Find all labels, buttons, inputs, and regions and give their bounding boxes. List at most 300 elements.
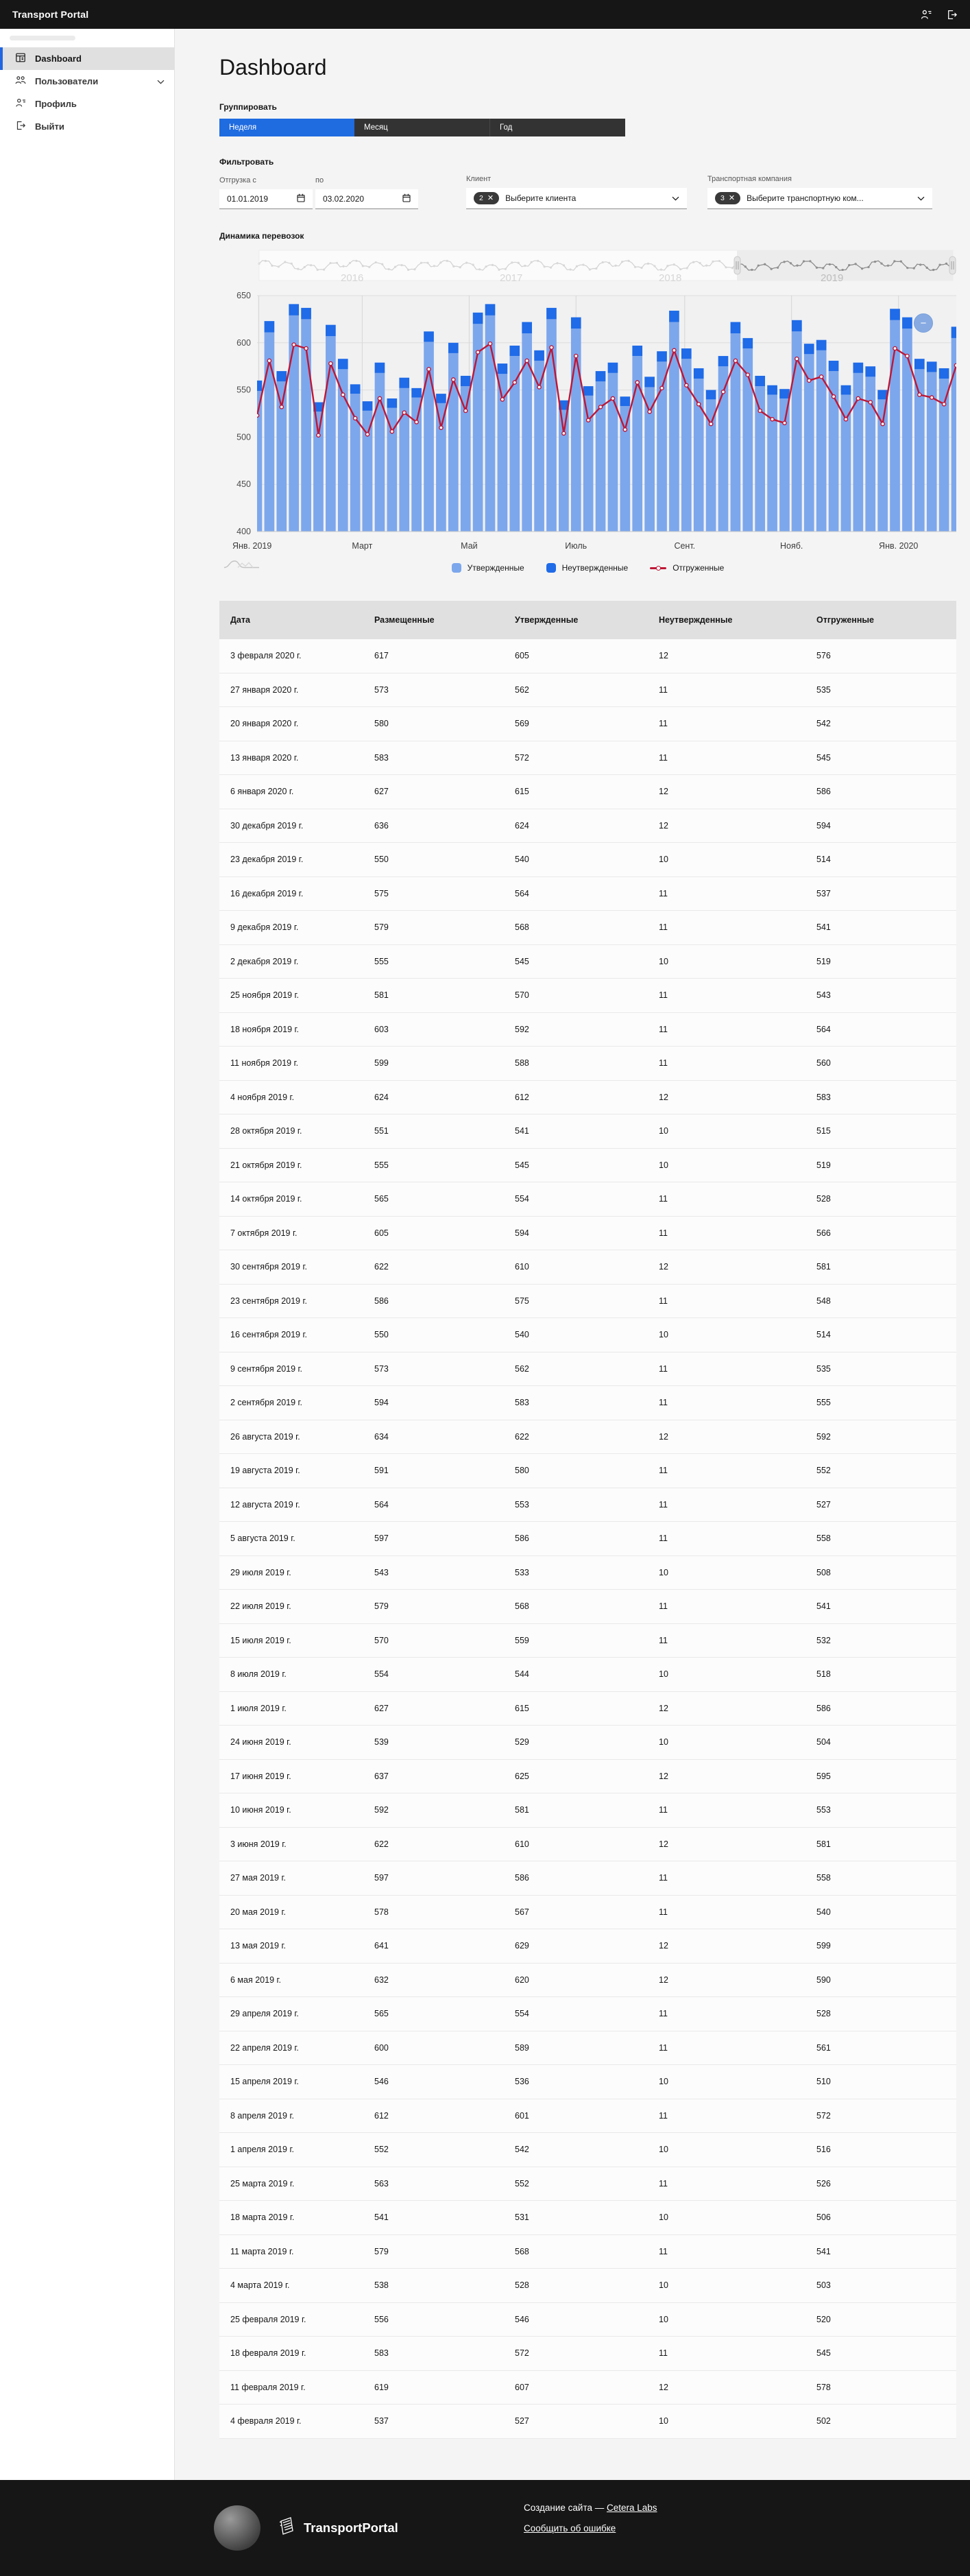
row-value: 637: [374, 1771, 389, 1781]
row-value: 11: [659, 1805, 668, 1815]
date-to-input[interactable]: 03.02.2020: [315, 189, 418, 209]
row-value: 10: [659, 1567, 668, 1577]
svg-text:2016: 2016: [341, 272, 364, 284]
table-row: [219, 2201, 956, 2235]
row-value: 514: [816, 855, 831, 865]
transport-dynamics-chart[interactable]: [219, 286, 956, 558]
row-value: 580: [515, 1466, 529, 1476]
date-from-label: Отгрузка с: [219, 176, 256, 184]
row-value: 568: [515, 2246, 529, 2256]
svg-text:Нояб.: Нояб.: [779, 541, 803, 551]
row-value: 514: [816, 1330, 831, 1340]
row-value: 11: [659, 922, 668, 933]
row-value: 641: [374, 1941, 389, 1951]
row-value: 564: [515, 888, 529, 898]
row-value: 10: [659, 1737, 668, 1748]
column-header-shipped: Отгруженные: [816, 615, 875, 625]
row-value: 510: [816, 2077, 831, 2087]
row-value: 567: [515, 1907, 529, 1917]
row-date: 13 мая 2019 г.: [230, 1941, 286, 1951]
table-row: [219, 1420, 956, 1455]
sidebar-item-users[interactable]: [0, 70, 174, 93]
row-value: 578: [816, 2382, 831, 2392]
row-value: 559: [515, 1635, 529, 1645]
table-row: [219, 1964, 956, 1998]
row-date: 28 октября 2019 г.: [230, 1126, 302, 1136]
row-value: 572: [515, 752, 529, 763]
row-date: 27 мая 2019 г.: [230, 1873, 286, 1883]
row-value: 554: [515, 2009, 529, 2019]
row-value: 580: [374, 719, 389, 729]
row-value: 570: [515, 990, 529, 1001]
row-date: 21 октября 2019 г.: [230, 1160, 302, 1170]
row-value: 546: [515, 2314, 529, 2324]
row-value: 558: [816, 1534, 831, 1544]
row-value: 586: [816, 1703, 831, 1713]
row-value: 536: [515, 2077, 529, 2087]
row-value: 527: [515, 2416, 529, 2426]
sidebar-item-profile[interactable]: [0, 93, 174, 115]
row-value: 594: [374, 1398, 389, 1408]
dashboard-icon: [15, 52, 26, 65]
legend-item-unapproved[interactable]: Неутвержденные: [546, 563, 629, 573]
row-value: 558: [816, 1873, 831, 1883]
row-value: 627: [374, 787, 389, 797]
row-value: 583: [374, 2348, 389, 2359]
row-value: 516: [816, 2145, 831, 2155]
cetera-labs-link[interactable]: Cetera Labs: [606, 2502, 657, 2513]
table-row: [219, 639, 956, 673]
row-date: 5 августа 2019 г.: [230, 1534, 295, 1544]
table-row: [219, 1760, 956, 1794]
svg-text:2018: 2018: [659, 272, 682, 284]
row-value: 560: [816, 1058, 831, 1069]
sidebar-item-label: Профиль: [35, 99, 77, 109]
table-row: [219, 1590, 956, 1624]
row-value: 545: [816, 2348, 831, 2359]
row-value: 605: [374, 1228, 389, 1238]
row-value: 544: [515, 1669, 529, 1680]
user-admin-icon[interactable]: [921, 9, 932, 21]
footer-logo[interactable]: TransportPortal: [278, 2516, 398, 2540]
chart-legend: [219, 558, 956, 577]
row-value: 586: [515, 1873, 529, 1883]
legend-item-approved[interactable]: Утвержденные: [452, 563, 524, 573]
table-row: [219, 911, 956, 945]
row-date: 24 июня 2019 г.: [230, 1737, 291, 1748]
chart-zoom-out-button[interactable]: −: [914, 313, 933, 333]
row-value: 583: [816, 1092, 831, 1102]
table-body: [219, 639, 956, 2439]
row-value: 520: [816, 2314, 831, 2324]
row-value: 632: [374, 1975, 389, 1985]
table-row: [219, 1793, 956, 1828]
row-value: 568: [515, 922, 529, 933]
row-date: 9 декабря 2019 г.: [230, 922, 299, 933]
stacked-bar-line-chart[interactable]: [219, 286, 956, 555]
footer-logo-icon: [278, 2516, 296, 2540]
tag-close-icon[interactable]: ✕: [487, 193, 494, 202]
table-row: [219, 2065, 956, 2099]
table-row: [219, 1997, 956, 2031]
row-date: 30 декабря 2019 г.: [230, 820, 304, 831]
row-value: 532: [816, 1635, 831, 1645]
table-row: [219, 1929, 956, 1964]
tab-year[interactable]: Год: [490, 119, 625, 136]
row-value: 579: [374, 1601, 389, 1612]
row-date: 15 июля 2019 г.: [230, 1635, 291, 1645]
row-value: 619: [374, 2382, 389, 2392]
table-row: [219, 1386, 956, 1420]
row-value: 11: [659, 2348, 668, 2359]
row-value: 10: [659, 2213, 668, 2223]
users-icon: [15, 75, 26, 88]
row-value: 576: [816, 651, 831, 661]
grouping-section: [219, 102, 956, 136]
row-value: 589: [515, 2042, 529, 2053]
client-filter-tag[interactable]: [474, 192, 499, 204]
row-value: 586: [515, 1534, 529, 1544]
row-value: 599: [374, 1058, 389, 1069]
row-value: 612: [374, 2110, 389, 2121]
row-value: 569: [515, 719, 529, 729]
row-value: 592: [816, 1431, 831, 1442]
row-value: 10: [659, 956, 668, 966]
carrier-select-placeholder: Выберите транспортную ком...: [747, 193, 864, 203]
app-title: Transport Portal: [12, 9, 89, 20]
row-value: 573: [374, 684, 389, 695]
row-date: 22 июля 2019 г.: [230, 1601, 291, 1612]
row-date: 23 декабря 2019 г.: [230, 855, 304, 865]
row-value: 11: [659, 1601, 668, 1612]
table-row: [219, 1896, 956, 1930]
row-value: 527: [816, 1499, 831, 1510]
row-value: 538: [374, 2280, 389, 2291]
table-row: [219, 1352, 956, 1387]
row-value: 528: [816, 2009, 831, 2019]
row-date: 18 февраля 2019 г.: [230, 2348, 306, 2359]
row-value: 543: [816, 990, 831, 1001]
row-value: 581: [515, 1805, 529, 1815]
table-row: [219, 1182, 956, 1217]
row-value: 617: [374, 651, 389, 661]
row-value: 541: [816, 922, 831, 933]
calendar-icon[interactable]: [402, 193, 411, 204]
row-date: 16 сентября 2019 г.: [230, 1330, 307, 1340]
row-value: 12: [659, 651, 668, 661]
table-row: [219, 1658, 956, 1692]
sidebar-item-dashboard[interactable]: [0, 47, 174, 70]
row-date: 22 апреля 2019 г.: [230, 2042, 299, 2053]
row-value: 502: [816, 2416, 831, 2426]
row-value: 552: [515, 2178, 529, 2189]
grouping-label: Группировать: [219, 102, 277, 112]
row-value: 551: [374, 1126, 389, 1136]
row-value: 12: [659, 2382, 668, 2392]
table-row: [219, 1828, 956, 1862]
row-value: 586: [374, 1296, 389, 1306]
svg-text:Май: Май: [461, 541, 478, 551]
row-value: 568: [515, 1601, 529, 1612]
row-date: 13 января 2020 г.: [230, 752, 299, 763]
date-to-label: по: [315, 176, 324, 184]
carrier-filter-label: Транспортная компания: [707, 175, 792, 183]
row-value: 11: [659, 1466, 668, 1476]
row-value: 11: [659, 1534, 668, 1544]
column-header-date: Дата: [230, 615, 250, 625]
row-value: 597: [374, 1534, 389, 1544]
legend-item-shipped[interactable]: Отгруженные: [650, 563, 724, 573]
table-row: [219, 1861, 956, 1896]
row-value: 531: [515, 2213, 529, 2223]
row-value: 563: [374, 2178, 389, 2189]
row-date: 29 июля 2019 г.: [230, 1567, 291, 1577]
row-date: 2 сентября 2019 г.: [230, 1398, 303, 1408]
chevron-down-icon: [917, 193, 925, 203]
carrier-filter-tag[interactable]: [715, 192, 740, 204]
row-date: 20 мая 2019 г.: [230, 1907, 286, 1917]
row-value: 528: [816, 1194, 831, 1204]
table-row: [219, 1114, 956, 1149]
svg-text:Янв. 2019: Янв. 2019: [232, 541, 272, 551]
table-row: [219, 1726, 956, 1760]
table-row: [219, 1149, 956, 1183]
row-value: 620: [515, 1975, 529, 1985]
row-value: 615: [515, 787, 529, 797]
row-value: 10: [659, 1126, 668, 1136]
row-value: 612: [515, 1092, 529, 1102]
row-value: 554: [374, 1669, 389, 1680]
top-header: [0, 0, 970, 29]
date-from-input[interactable]: 01.01.2019: [219, 189, 313, 209]
sidebar-placeholder-bar: [10, 36, 75, 40]
row-value: 556: [374, 2314, 389, 2324]
row-value: 535: [816, 1363, 831, 1374]
column-header-approved: Утвержденные: [515, 615, 579, 625]
row-value: 588: [515, 1058, 529, 1069]
row-date: 20 января 2020 г.: [230, 719, 299, 729]
row-value: 542: [816, 719, 831, 729]
row-value: 11: [659, 1635, 668, 1645]
table-row: [219, 1692, 956, 1726]
sidebar-item-logout[interactable]: [0, 115, 174, 138]
sidebar-item-label: Dashboard: [35, 53, 82, 64]
row-value: 555: [374, 1160, 389, 1170]
svg-text:400: 400: [237, 527, 251, 536]
table-row: [219, 1624, 956, 1658]
row-value: 599: [816, 1941, 831, 1951]
row-value: 605: [515, 651, 529, 661]
row-value: 10: [659, 2280, 668, 2291]
table-row: [219, 1556, 956, 1590]
row-value: 629: [515, 1941, 529, 1951]
chevron-down-icon: [672, 193, 679, 203]
row-value: 542: [515, 2145, 529, 2155]
chart-title: Динамика перевозок: [219, 231, 304, 241]
row-value: 11: [659, 684, 668, 695]
row-value: 564: [816, 1024, 831, 1034]
row-value: 548: [816, 1296, 831, 1306]
tag-count: 3: [720, 194, 725, 202]
row-value: 11: [659, 1194, 668, 1204]
row-date: 19 августа 2019 г.: [230, 1466, 300, 1476]
row-date: 2 декабря 2019 г.: [230, 956, 299, 966]
row-value: 11: [659, 1907, 668, 1917]
row-date: 1 апреля 2019 г.: [230, 2145, 294, 2155]
table-row: [219, 1488, 956, 1523]
row-value: 564: [374, 1499, 389, 1510]
row-value: 12: [659, 1092, 668, 1102]
row-value: 590: [816, 1975, 831, 1985]
tab-week[interactable]: Неделя: [219, 119, 354, 136]
row-value: 578: [374, 1907, 389, 1917]
row-value: 581: [816, 1839, 831, 1849]
row-value: 562: [515, 1363, 529, 1374]
chart-range-navigator[interactable]: [219, 249, 956, 285]
row-date: 14 октября 2019 г.: [230, 1194, 302, 1204]
row-value: 508: [816, 1567, 831, 1577]
table-row: [219, 1285, 956, 1319]
table-row: [219, 2031, 956, 2066]
row-value: 565: [374, 2009, 389, 2019]
table-row: [219, 1250, 956, 1285]
row-value: 579: [374, 922, 389, 933]
row-value: 546: [374, 2077, 389, 2087]
row-value: 592: [515, 1024, 529, 1034]
svg-text:450: 450: [237, 479, 251, 490]
row-date: 27 января 2020 г.: [230, 684, 299, 695]
row-value: 539: [374, 1737, 389, 1748]
row-value: 11: [659, 2246, 668, 2256]
row-value: 10: [659, 2314, 668, 2324]
row-value: 573: [374, 1363, 389, 1374]
row-value: 533: [515, 1567, 529, 1577]
table-row: [219, 1522, 956, 1556]
row-value: 11: [659, 752, 668, 763]
tag-count: 2: [479, 194, 483, 202]
row-value: 12: [659, 1771, 668, 1781]
row-value: 12: [659, 820, 668, 831]
row-value: 543: [374, 1567, 389, 1577]
table-row: [219, 1013, 956, 1047]
svg-text:Янв. 2020: Янв. 2020: [879, 541, 919, 551]
row-value: 11: [659, 719, 668, 729]
row-date: 17 июня 2019 г.: [230, 1771, 291, 1781]
tag-close-icon[interactable]: ✕: [728, 193, 736, 202]
row-date: 4 марта 2019 г.: [230, 2280, 290, 2291]
carrier-select[interactable]: [707, 188, 932, 209]
row-value: 540: [515, 1330, 529, 1340]
row-value: 586: [816, 787, 831, 797]
row-date: 16 декабря 2019 г.: [230, 888, 304, 898]
table-row: [219, 1454, 956, 1488]
row-value: 11: [659, 1499, 668, 1510]
row-value: 636: [374, 820, 389, 831]
row-value: 528: [515, 2280, 529, 2291]
row-date: 25 марта 2019 г.: [230, 2178, 295, 2189]
row-value: 594: [515, 1228, 529, 1238]
calendar-icon[interactable]: [297, 193, 305, 204]
row-date: 8 июля 2019 г.: [230, 1669, 287, 1680]
row-value: 550: [374, 855, 389, 865]
tab-month[interactable]: Месяц: [354, 119, 490, 136]
row-date: 11 февраля 2019 г.: [230, 2382, 306, 2392]
row-value: 622: [374, 1839, 389, 1849]
row-value: 11: [659, 1296, 668, 1306]
row-date: 18 марта 2019 г.: [230, 2213, 295, 2223]
row-value: 11: [659, 1398, 668, 1408]
logout-icon: [15, 120, 26, 133]
row-date: 8 апреля 2019 г.: [230, 2110, 294, 2121]
logout-icon[interactable]: [946, 9, 958, 21]
navigator-sparkline[interactable]: [219, 249, 956, 285]
table-header-row: [219, 601, 956, 639]
row-date: 10 июня 2019 г.: [230, 1805, 291, 1815]
row-value: 11: [659, 1058, 668, 1069]
row-date: 4 ноября 2019 г.: [230, 1092, 295, 1102]
row-value: 583: [374, 752, 389, 763]
row-date: 3 июня 2019 г.: [230, 1839, 287, 1849]
row-value: 12: [659, 1941, 668, 1951]
table-row: [219, 2371, 956, 2405]
row-value: 10: [659, 2145, 668, 2155]
row-value: 11: [659, 2009, 668, 2019]
table-row: [219, 2405, 956, 2439]
page-title: Dashboard: [219, 55, 327, 80]
row-value: 552: [816, 1466, 831, 1476]
row-value: 603: [374, 1024, 389, 1034]
row-value: 518: [816, 1669, 831, 1680]
row-value: 607: [515, 2382, 529, 2392]
chevron-down-icon: [157, 76, 165, 86]
row-date: 9 сентября 2019 г.: [230, 1363, 303, 1374]
svg-text:2019: 2019: [821, 272, 844, 284]
row-value: 12: [659, 1975, 668, 1985]
client-select[interactable]: [466, 188, 687, 209]
row-value: 541: [816, 1601, 831, 1612]
table-row: [219, 1318, 956, 1352]
row-value: 529: [515, 1737, 529, 1748]
row-date: 6 мая 2019 г.: [230, 1975, 281, 1985]
row-value: 11: [659, 888, 668, 898]
report-error-link[interactable]: Сообщить об ошибке: [524, 2523, 616, 2533]
row-value: 572: [515, 2348, 529, 2359]
row-value: 541: [816, 2246, 831, 2256]
row-date: 29 апреля 2019 г.: [230, 2009, 299, 2019]
row-value: 625: [515, 1771, 529, 1781]
row-value: 592: [374, 1805, 389, 1815]
row-value: 11: [659, 2178, 668, 2189]
row-value: 615: [515, 1703, 529, 1713]
row-date: 11 ноября 2019 г.: [230, 1058, 299, 1069]
sidebar-item-label: Выйти: [35, 121, 64, 132]
row-date: 7 октября 2019 г.: [230, 1228, 298, 1238]
row-date: 12 августа 2019 г.: [230, 1499, 300, 1510]
svg-text:500: 500: [237, 432, 251, 442]
table-row: [219, 741, 956, 776]
row-value: 562: [515, 684, 529, 695]
row-value: 11: [659, 2110, 668, 2121]
row-value: 622: [374, 1262, 389, 1272]
row-value: 575: [515, 1296, 529, 1306]
row-value: 519: [816, 1160, 831, 1170]
row-value: 570: [374, 1635, 389, 1645]
sidebar: [0, 29, 175, 2480]
row-value: 10: [659, 1330, 668, 1340]
main-content: [175, 29, 970, 2480]
client-select-placeholder: Выберите клиента: [505, 193, 577, 203]
row-date: 1 июля 2019 г.: [230, 1703, 287, 1713]
